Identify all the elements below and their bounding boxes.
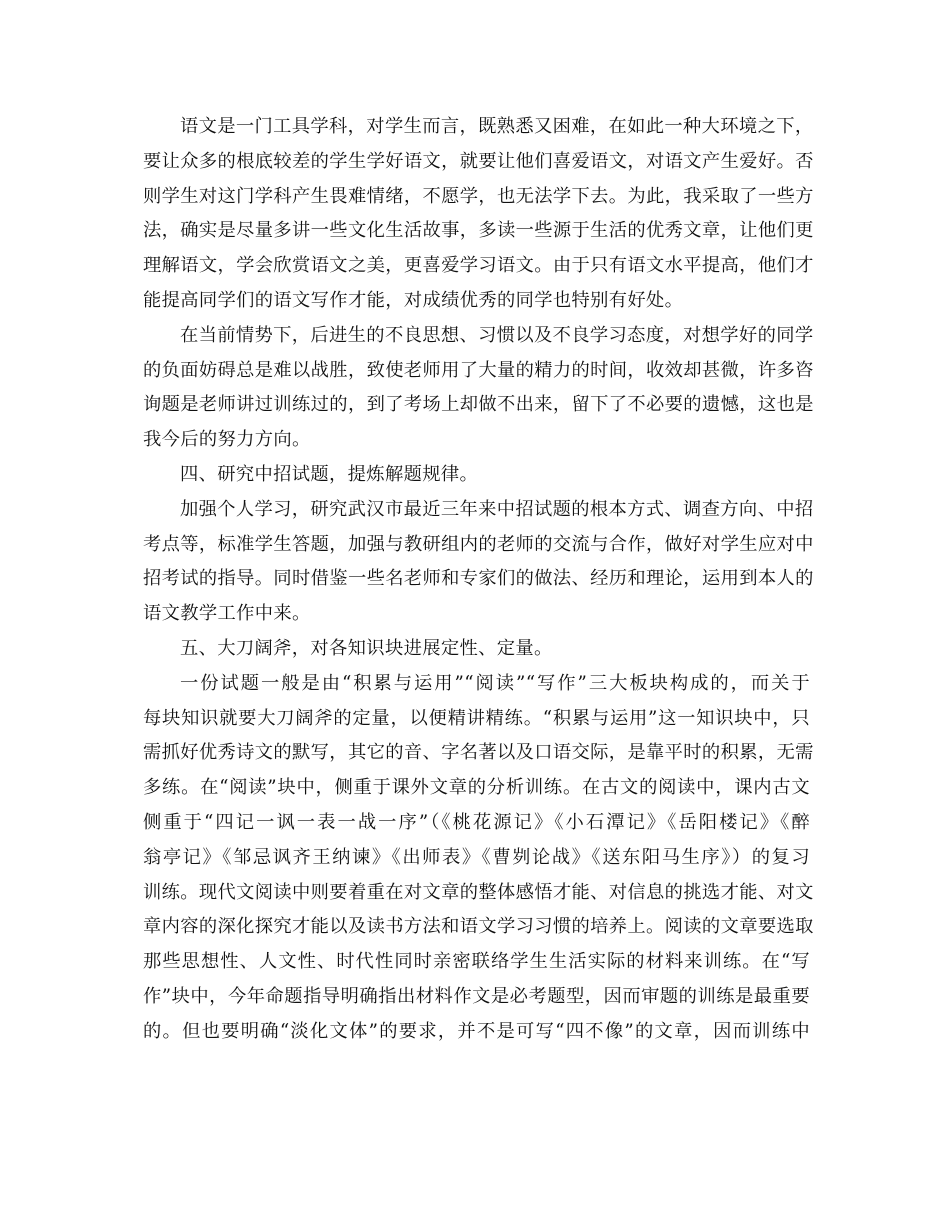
text-line: 语文是一门工具学科，对学生而言，既熟悉又困难，在如此一种大环境之下， xyxy=(180,116,814,137)
text-line: 的负面妨碍总是难以战胜，致使老师用了大量的精力的时间，收效却甚微，许多咨 xyxy=(143,359,814,381)
document-body xyxy=(143,110,814,1050)
text-line: 一份试题一般是由“积累与运用”“阅读”“写作”三大板块构成的，而关于 xyxy=(180,672,810,694)
text-line: 章内容的深化探究才能以及读书方法和语文学习习惯的培养上。阅读的文章要选取 xyxy=(143,916,814,938)
section-heading xyxy=(143,632,810,667)
text-line: 则学生对这门学科产生畏难情绪，不愿学，也无法学下去。为此，我采取了一些方 xyxy=(143,185,814,207)
text-line: 每块知识就要大刀阔斧的定量，以便精讲精练。“积累与运用”这一知识块中，只 xyxy=(143,707,810,729)
text-line: 考点等，标准学生答题，加强与教研组内的老师的交流与合作，做好对学生应对中 xyxy=(143,533,814,555)
text-line: 能提高同学们的语文写作才能，对成绩优秀的同学也特别有好处。 xyxy=(143,289,684,311)
section-heading-text: 五、大刀阔斧，对各知识块进展定性、定量。 xyxy=(180,637,553,659)
text-line: 需抓好优秀诗文的默写，其它的音、字名著以及口语交际，是靠平时的积累，无需 xyxy=(143,742,814,764)
section-heading xyxy=(143,458,810,493)
section-heading-text: 四、研究中招试题，提炼解题规律。 xyxy=(180,463,479,485)
text-line: 招考试的指导。同时借鉴一些名老师和专家们的做法、经历和理论，运用到本人的 xyxy=(143,568,814,590)
text-line: 的。但也要明确“淡化文体”的要求，并不是可写“四不像”的文章，因而训练中 xyxy=(143,1020,810,1042)
text-line: 翁亭记》《邹忌讽齐王纳谏》《出师表》《曹刿论战》《送东阳马生序》）的复习 xyxy=(143,846,810,868)
paragraph xyxy=(143,110,814,319)
text-line: 询题是老师讲过训练过的，到了考场上却做不出来，留下了不必要的遗憾，这也是 xyxy=(143,394,814,416)
text-line: 理解语文，学会欣赏语文之美，更喜爱学习语文。由于只有语文水平提高，他们才 xyxy=(143,255,814,277)
text-line: 加强个人学习，研究武汉市最近三年来中招试题的根本方式、调查方向、中招 xyxy=(180,498,814,520)
text-line: 训练。现代文阅读中则要着重在对文章的整体感悟才能、对信息的挑选才能、对文 xyxy=(143,881,814,903)
text-line: 多练。在“阅读”块中，侧重于课外文章的分析训练。在古文的阅读中，课内古文 xyxy=(143,777,810,799)
paragraph xyxy=(143,667,814,1050)
text-line: 作”块中，今年命题指导明确指出材料作文是必考题型，因而审题的训练是最重要 xyxy=(143,985,810,1007)
paragraph xyxy=(143,319,814,458)
text-line: 那些思想性、人文性、时代性同时亲密联络学生生活实际的材料来训练。在“写 xyxy=(143,951,810,973)
text-line: 在当前情势下，后进生的不良思想、习惯以及不良学习态度，对想学好的同学 xyxy=(180,324,814,346)
text-line: 侧重于“四记一讽一表一战一序”（《桃花源记》《小石潭记》《岳阳楼记》《醉 xyxy=(143,811,810,833)
text-line: 我今后的努力方向。 xyxy=(143,429,311,451)
text-line: 要让众多的根底较差的学生学好语文，就要让他们喜爱语文，对语文产生爱好。否 xyxy=(143,150,814,172)
text-line: 语文教学工作中来。 xyxy=(143,603,311,625)
paragraph xyxy=(143,493,814,632)
text-line: 法，确实是尽量多讲一些文化生活故事，多读一些源于生活的优秀文章，让他们更 xyxy=(143,220,814,242)
